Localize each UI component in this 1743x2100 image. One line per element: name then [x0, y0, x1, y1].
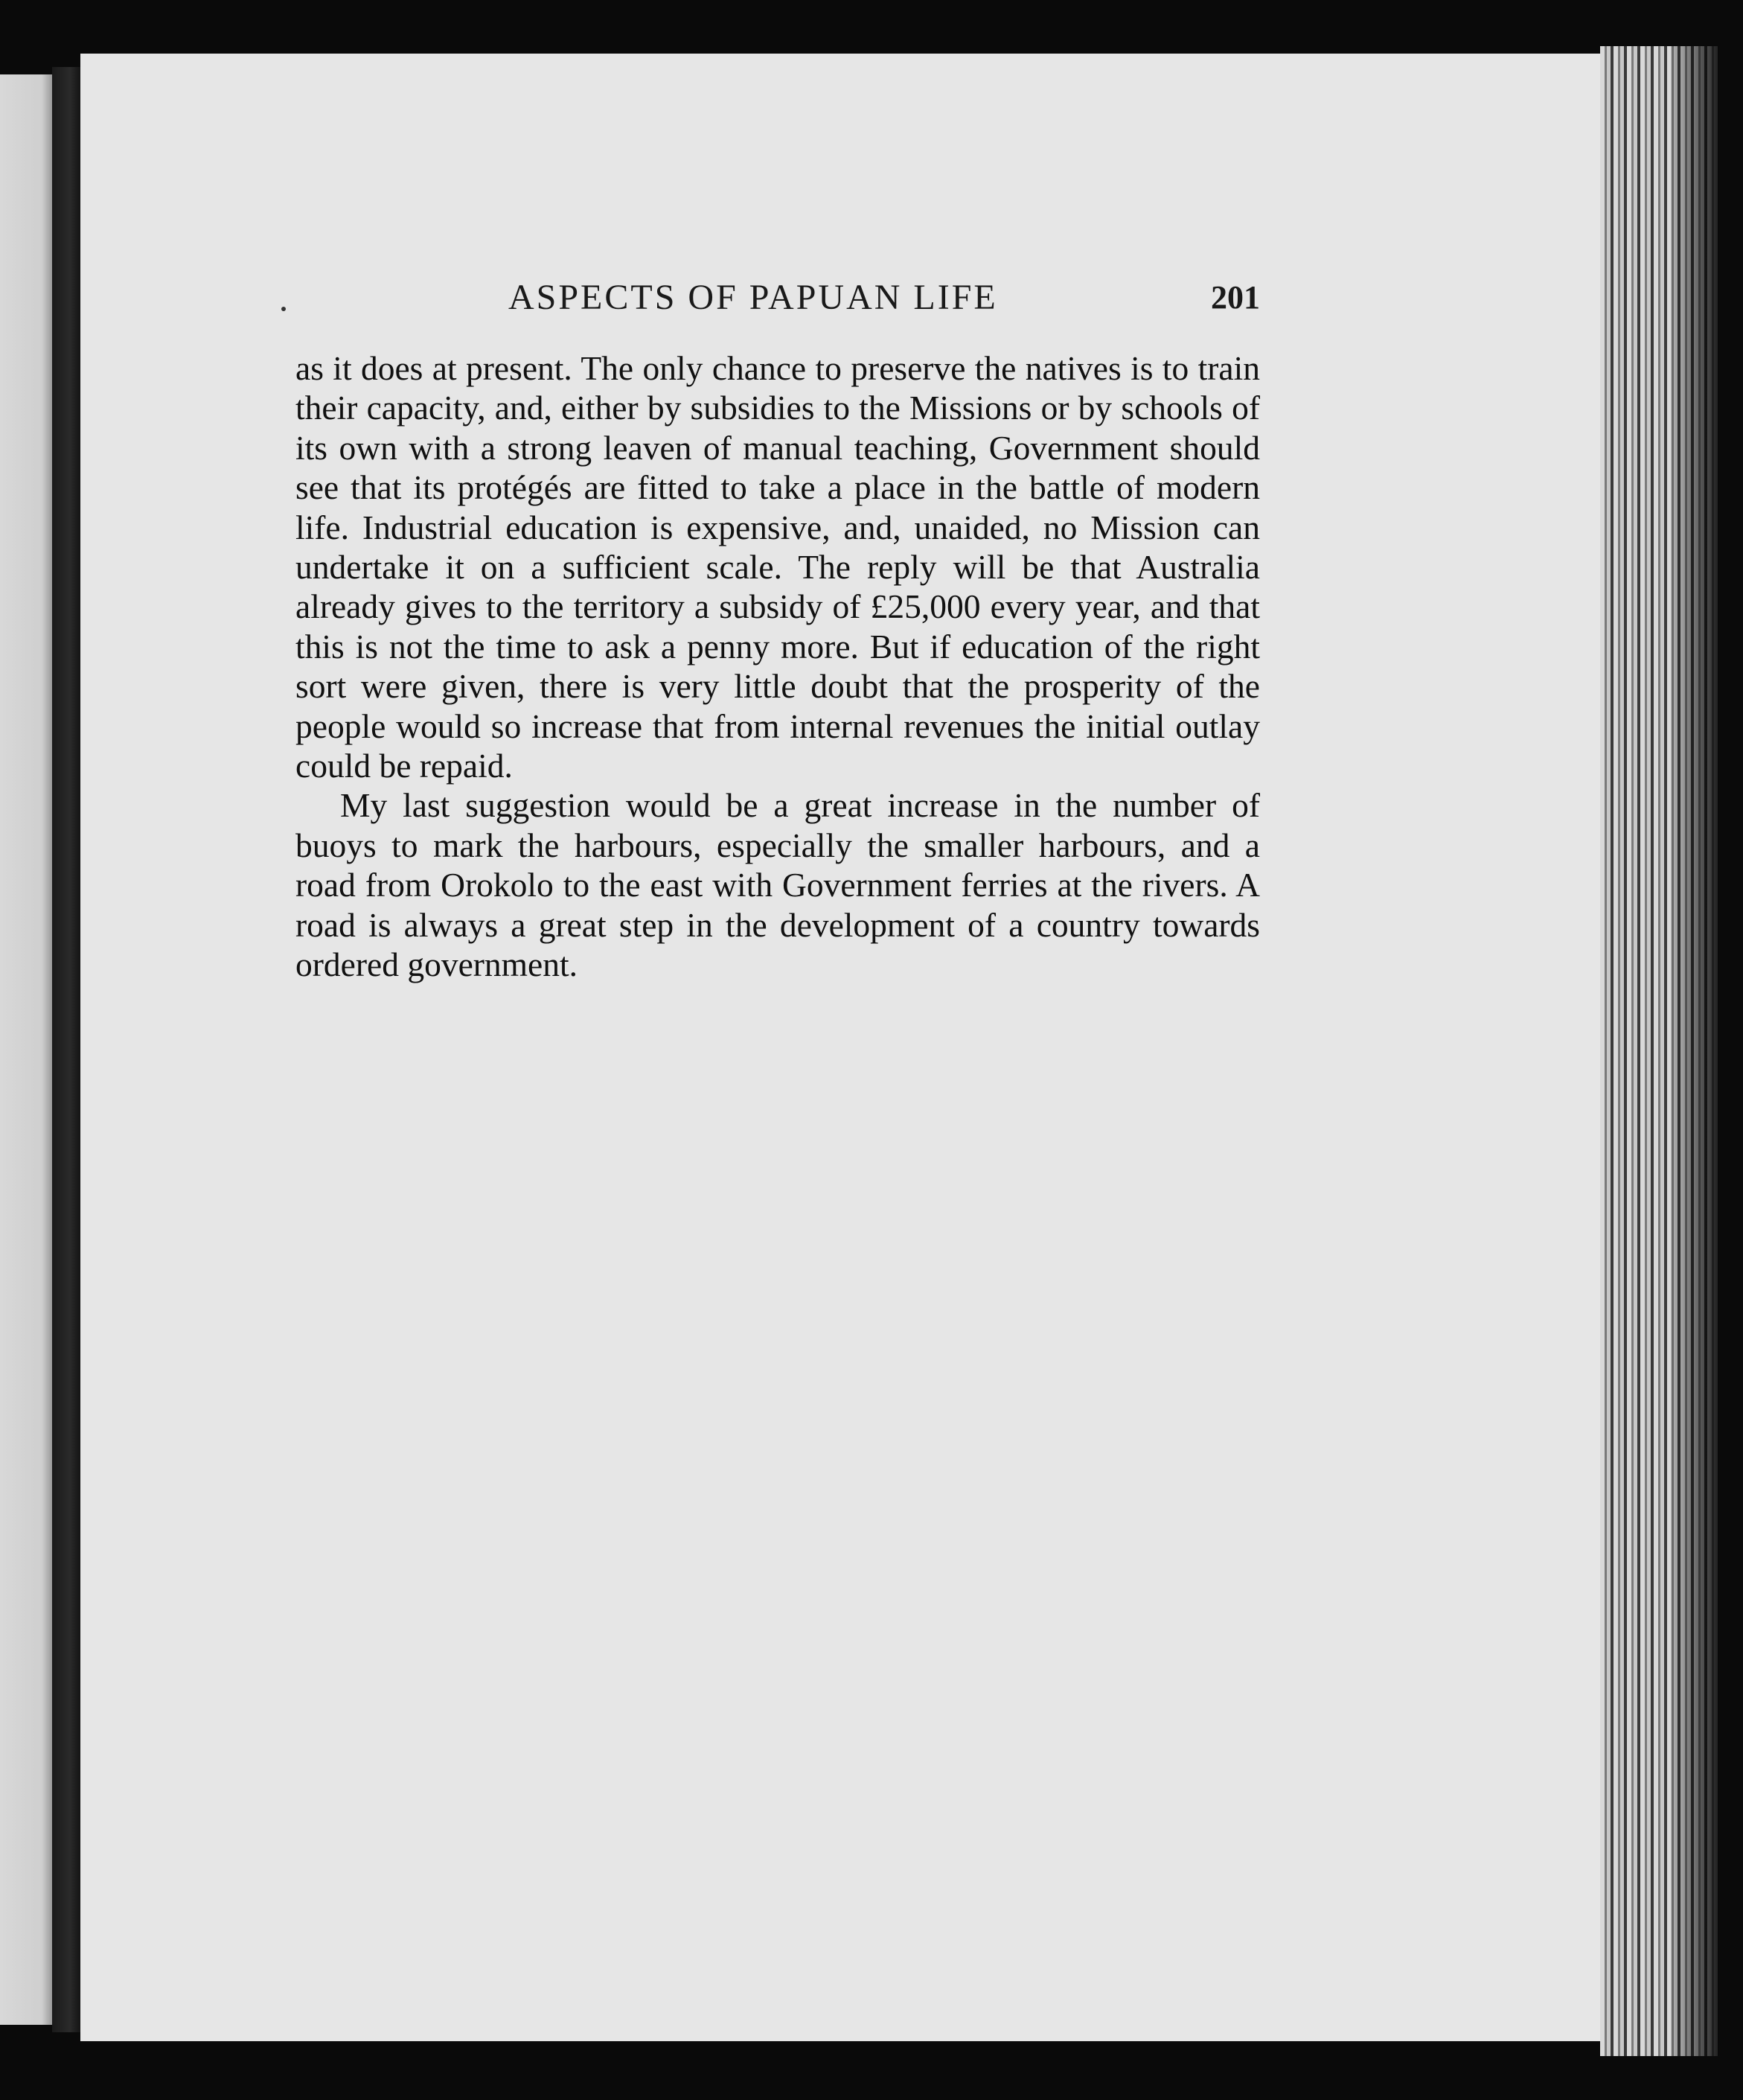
running-title: ASPECTS OF PAPUAN LIFE — [508, 278, 998, 317]
print-mark — [281, 307, 286, 311]
running-head — [292, 277, 1260, 329]
previous-page-edge — [0, 74, 52, 2025]
page-number: 201 — [1211, 279, 1260, 316]
page-stack-shadow — [1671, 46, 1719, 2056]
paragraph-2: My last suggestion would be a great increase in the number of buoys to mark the harbours, especially the smaller harbours, and a road from Orokolo to the east with Government ferries at the rivers. A road is always a great step in the development of a country towards ordered government. — [295, 786, 1260, 984]
paragraph-1: as it does at present. The only chance to preserve the natives is to train their capacity, and, either by subsidies to the Missions or by schools of its own with a strong leaven of manual teaching, Government should see that its protégés are fitted to take a place in the battle of modern life. Industrial education is expensive, and, unaided, no Mission can undertake it on a sufficient scale. The reply will be that Australia already gives to the territory a subsidy of £25,000 every year, and that this is not the time to ask a penny more. But if education of the right sort were given, there is very little doubt that the prosperity of the people would so increase that from internal revenues the initial outlay could be repaid. — [295, 349, 1260, 785]
body-text — [295, 348, 1260, 985]
book-gutter — [52, 67, 82, 2032]
